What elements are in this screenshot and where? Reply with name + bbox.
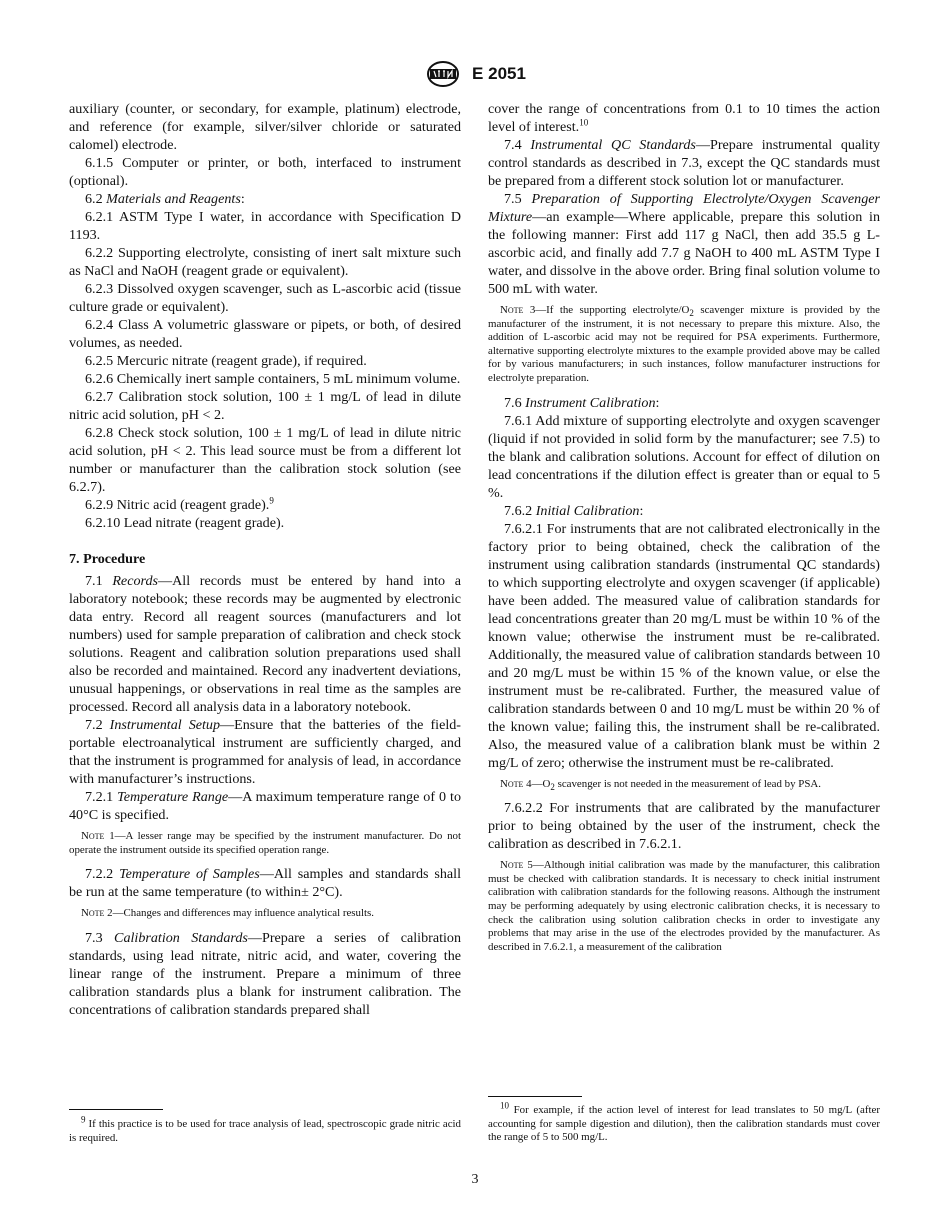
footnote-ref: 10 xyxy=(579,117,589,128)
paragraph: 7.1 Records—All records must be entered by hand into a laboratory notebook; these records may be augmented by electronic data entry. Record all reagent sources (manufacturers and lot numbers) used for sample preparation of calibration and check stock solutions. Reagent and calibration solution preparations used shall also be recorded and maintained. Record any inadvertent deviations, unusual happenings, or observations in real time as the samples are processed. Record all analysis data in a laboratory notebook. xyxy=(69,573,461,715)
paragraph: 6.2.2 Supporting electrolyte, consisting of inert salt mixture such as NaCl and NaOH (reagent grade or equivalent). xyxy=(69,245,461,279)
paragraph: 6.1.5 Computer or printer, or both, interfaced to instrument (optional). xyxy=(69,155,461,189)
astm-logo-icon xyxy=(424,60,462,88)
paragraph: 7.6.1 Add mixture of supporting electrolyte and oxygen scavenger (liquid if not provided in solid form by the manufacturer; see 7.5) to the blank and calibration solutions. Account for effect of dilution on lead concentrations if the dilution effect is greater than or equal to 5 %. xyxy=(488,412,880,501)
standard-designation: E 2051 xyxy=(472,64,526,83)
paragraph: 6.2.5 Mercuric nitrate (reagent grade), if required. xyxy=(85,353,367,369)
paragraph: 6.2.7 Calibration stock solution, 100 ± 1 mg/L of lead in dilute nitric acid solution, pH < 2. xyxy=(69,389,461,423)
paragraph: 6.2.4 Class A volumetric glassware or pipets, or both, of desired volumes, as needed. xyxy=(69,317,461,351)
paragraph: 7.6.2.1 For instruments that are not calibrated electronically in the factory prior to being obtained, check the calibration of the instrument using calibration standards (instrumental QC standards) to which supporting electrolyte and oxygen scavenger (if applicable) have been added. The measured value of calibration standards for lead concentrations greater than 20 mg/L must be within 10 % of the known value; otherwise the instrument must be re-calibrated. Additionally, the measured value of calibration standards between 10 and 20 mg/L must be within 15 % of the known value, or else the instrument must be re-calibrated. Further, the measured value of calibration standards between 0 and 10 mg/L must be within 20 % of the known value; failing this, the instrument shall be re-calibrated. Also, the measured value of a calibration blank must be within 2 mg/L of zero; otherwise the instrument must be re-calibrated. xyxy=(488,520,880,771)
left-column xyxy=(69,100,461,1019)
paragraph: 7.4 Instrumental QC Standards—Prepare instrumental quality control standards as described in 7.3, except the QC standards must be prepared from a different stock solution lot or manufacturer. xyxy=(488,137,880,189)
paragraph: 7.6.2 Initial Calibration: xyxy=(504,502,644,519)
paragraph: 6.2.3 Dissolved oxygen scavenger, such as L-ascorbic acid (tissue culture grade or equivalent). xyxy=(69,281,461,315)
note: Note 2—Changes and differences may influence analytical results. xyxy=(81,907,374,920)
paragraph: 7.6 Instrument Calibration: xyxy=(504,394,660,411)
note: Note 3—If the supporting electrolyte/$O_2$ scavenger mixture is provided by the manufacturer of the instrument, it is not necessary to prepare this mixture. Also, the addition of L-ascorbic acid may not be required for PSA experiments. Furthermore, alternative supporting electrolyte mixtures to the example provided above may be called for by various manufacturers; in such instances, follow manufacturer instructions for electrolyte preparation. xyxy=(488,304,880,384)
paragraph: 7.5 Preparation of Supporting Electrolyte/Oxygen Scavenger Mixture—an example—Where applicable, prepare this solution in the following manner: First add 117 g NaCl, then add 35.5 g L-ascorbic acid, and finally add 7.7 g NaOH to 400 mL ASTM Type I water, and dissolve in the above order. Bring final solution volume to 500 mL with water. xyxy=(488,191,880,297)
paragraph: 6.2.10 Lead nitrate (reagent grade). xyxy=(85,515,285,531)
paragraph: 6.2.1 ASTM Type I water, in accordance with Specification D 1193. xyxy=(69,209,461,243)
right-column xyxy=(488,100,880,962)
page-number: 3 xyxy=(471,1172,479,1187)
paragraph: 7.6.2.2 For instruments that are calibrated by the manufacturer prior to being obtained by the user of the instrument, check the calibration as described in 7.6.2.1. xyxy=(488,800,880,853)
paragraph: 6.2.8 Check stock solution, 100 ± 1 mg/L of lead in dilute nitric acid solution, pH < 2. This lead source must be from a different lot number or manufacturer than the calibration stock solution (see 6.2.7). xyxy=(69,425,461,495)
paragraph: 7.2 Instrumental Setup—Ensure that the batteries of the field-portable electroanalytical instrument are sufficiently charged, and that the instrument is programmed for analysis of lead, in accordance with manufacturer’s instructions. xyxy=(69,717,461,787)
paragraph: 7.2.1 Temperature Range—A maximum temperature range of 0 to 40°C is specified. xyxy=(69,789,461,823)
footnote-divider xyxy=(488,1096,582,1097)
footnote: $^{10}$ For example, if the action level of interest for lead translates to 50 mg/L (after accounting for sample digestion and dilution), then the calibration standards must cover the range of 5 to 500 mg/L. xyxy=(488,1100,880,1144)
paragraph: 6.2 Materials and Reagents: xyxy=(85,191,245,207)
note: Note $4—O_2$ scavenger is not needed in the measurement of lead by PSA. xyxy=(500,777,821,792)
paragraph: 7.2.2 Temperature of Samples—All samples and standards shall be run at the same temperature (to within± 2°C). xyxy=(69,866,461,901)
footnote: $^9$ If this practice is to be used for trace analysis of lead, spectroscopic grade nitric acid is required. xyxy=(69,1114,461,1144)
paragraph: 7.3 Calibration Standards—Prepare a series of calibration standards, using lead nitrate, nitric acid, and water, covering the linear range of the instrument. Prepare a minimum of three calibration standards plus a blank for instrument calibration. The concentrations of calibration standards prepared shall xyxy=(69,929,462,1018)
footnote-ref: 9 xyxy=(269,495,274,506)
note: Note 1—A lesser range may be specified by the instrument manufacturer. Do not operate the instrument outside its specified operation range. xyxy=(69,830,461,856)
section-heading: 7. Procedure xyxy=(69,551,146,567)
paragraph: 6.2.9 Nitric acid (reagent grade).$^9$ xyxy=(85,495,274,513)
footnote-divider xyxy=(69,1109,163,1110)
paragraph: cover the range of concentrations from 0.1 to 10 times the action level of interest.$^{10}$ xyxy=(488,101,880,135)
paragraph: 6.2.6 Chemically inert sample containers, 5 mL minimum volume. xyxy=(85,371,461,387)
paragraph: auxiliary (counter, or secondary, for example, platinum) electrode, and reference (for example, silver/silver chloride or saturated calomel) electrode. xyxy=(69,101,461,153)
note: Note 5—Although initial calibration was made by the manufacturer, this calibration must be checked with calibration standards. It is necessary to check initial instrument calibration with calibration standards for the following reasons. Although the instrument may be performing adequately by using electronic calibration checks, it is necessary to check the calibration using solution calibration checks in order to investigate any problems that may arise in the use of the electrodes provided by the manufacturer. As described in 7.6.2.1, a measurement of the calibration xyxy=(488,859,880,953)
page-header xyxy=(0,60,950,88)
